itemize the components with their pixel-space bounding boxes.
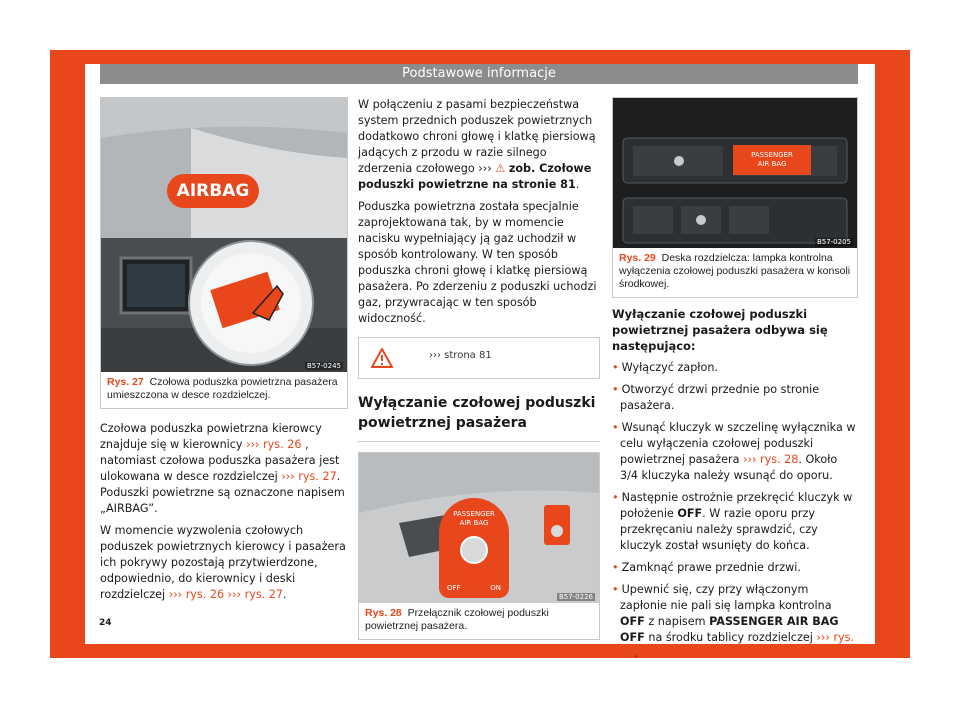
warning-box xyxy=(358,337,600,379)
paragraph: W połączeniu z pasami bezpieczeństwa system przednich poduszek powietrznych dodatkowo chroni głowę i klatkę piersiową jadących z przodu w razie silnego zderzenia czołowego ››› ⚠ zob. Czołowe poduszki powietrzne na stronie 81. xyxy=(358,98,596,191)
paragraph: Czołowa poduszka powietrzna kierowcy znajduje się w kierownicy ››› rys. 26 , natomiast czołowa poduszka pasażera jest ulokowana w desce rozdzielczej ››› rys. 27. Poduszki powietrzne są oznaczone napisem „AIRBAG”. xyxy=(100,422,345,515)
figure-code: B57-0226 xyxy=(558,593,593,601)
figure-code: B57-0205 xyxy=(816,238,851,246)
off-symbol: OFF xyxy=(677,507,703,520)
column-left xyxy=(100,97,348,609)
figure-label: Rys. 27 xyxy=(107,376,144,388)
figure-caption xyxy=(101,372,347,408)
figure-link[interactable]: ››› rys. 27 xyxy=(227,588,284,601)
figure-caption-text: Przełącznik czołowej poduszki powietrznej pasażera. xyxy=(365,607,549,632)
column-middle xyxy=(358,97,600,640)
figure-code: B57-0245 xyxy=(306,362,341,370)
figure-29 xyxy=(612,97,858,298)
figure-27 xyxy=(100,97,348,409)
figure-28 xyxy=(358,452,600,640)
figure-link[interactable]: ››› rys. 28 xyxy=(743,453,799,466)
passenger-airbag-lamp xyxy=(733,145,811,175)
figure-link[interactable]: ››› rys. 26 xyxy=(168,588,225,601)
off-symbol: OFF xyxy=(620,615,645,628)
lamp-text: PASSENGER xyxy=(751,151,793,159)
warning-reference[interactable]: ››› strona 81 xyxy=(429,350,492,361)
off-label: OFF xyxy=(447,584,461,592)
section-header: Podstawowe informacje xyxy=(100,64,858,84)
airbag-badge: AIRBAG xyxy=(167,174,259,208)
list-item: • Otworzyć drzwi przednie po stronie pasażera. xyxy=(612,382,858,414)
passenger-airbag-off-symbol: PASSENGER AIR BAG OFF xyxy=(620,615,839,644)
switch-image xyxy=(359,453,599,603)
figure-label: Rys. 28 xyxy=(365,607,402,619)
list-item: • Wyłączyć zapłon. xyxy=(612,360,858,376)
figure-caption xyxy=(359,603,599,639)
on-label: ON xyxy=(490,584,501,592)
switch-callout xyxy=(439,498,509,598)
page-number: 24 xyxy=(99,618,112,628)
list-item: • Następnie ostrożnie przekręcić kluczyk w położenie OFF. W razie oporu przy przekręcaniu należy sprawdzić, czy kluczyk został wsunięty do końca. xyxy=(612,490,858,554)
list-item: • Wsunąć kluczyk w szczelinę wyłącznika w celu wyłączenia czołowej poduszki powietrznej pasażera ››› rys. 28. Około 3/4 kluczyka należy wsunąć do oporu. xyxy=(612,420,858,484)
switch-title: PASSENGER xyxy=(453,510,495,518)
lamp-text: AIR BAG xyxy=(757,160,787,168)
section-heading: Wyłączanie czołowej poduszki powietrznej pasażera xyxy=(358,393,600,442)
switch-title: AIR BAG xyxy=(459,519,489,527)
warning-icon: ⚠ xyxy=(495,162,506,175)
figure-link[interactable]: ››› rys. 29 xyxy=(620,631,854,660)
console-image xyxy=(613,98,857,248)
figure-label: Rys. 29 xyxy=(619,252,656,264)
column-right xyxy=(612,97,858,668)
figure-caption-text: Deska rozdzielcza: lampka kontrolna wyłączenia czołowej poduszki pasażera w konsoli środkowej. xyxy=(619,252,851,290)
figure-link[interactable]: ››› rys. 27 xyxy=(281,470,337,483)
figure-link[interactable]: ››› rys. 26 xyxy=(246,438,302,451)
figure-caption xyxy=(613,248,857,297)
key-slot[interactable] xyxy=(460,536,488,564)
procedure-heading: Wyłączanie czołowej poduszki powietrznej pasażera odbywa się następująco: xyxy=(612,307,828,353)
cross-reference[interactable]: zob. Czołowe poduszki powietrzne na stronie 81 xyxy=(358,162,592,191)
warning-triangle-icon xyxy=(371,348,393,368)
list-item: • Zamknąć prawe przednie drzwi. xyxy=(612,560,858,576)
airbag-dashboard-image xyxy=(101,98,347,372)
list-item: • Upewnić się, czy przy włączonym zapłonie nie pali się lampka kontrolna OFF z napisem PASSENGER AIR BAG OFF na środku tablicy rozdzielczej ››› rys. 29. xyxy=(612,582,858,662)
figure-caption-text: Czołowa poduszka powietrzna pasażera umieszczona w desce rozdzielczej. xyxy=(107,376,338,401)
paragraph: W momencie wyzwolenia czołowych poduszek powietrznych kierowcy i pasażera ich pokrywy pozostają przytwierdzone, odpowiednio, do kierownicy i deski rozdzielczej ››› rys. 26 ››› rys. 27. xyxy=(100,524,346,601)
paragraph: Poduszka powietrzna została specjalnie zaprojektowana tak, by w momencie nacisku wypełniający ją gaz uchodził w sposób kontrolowany. W ten sposób poduszka chroni głowę i klatkę piersiową pasażera. Po zderzeniu z poduszki uchodzi gaz, przywracając w ten sposób widoczność. xyxy=(358,200,597,325)
